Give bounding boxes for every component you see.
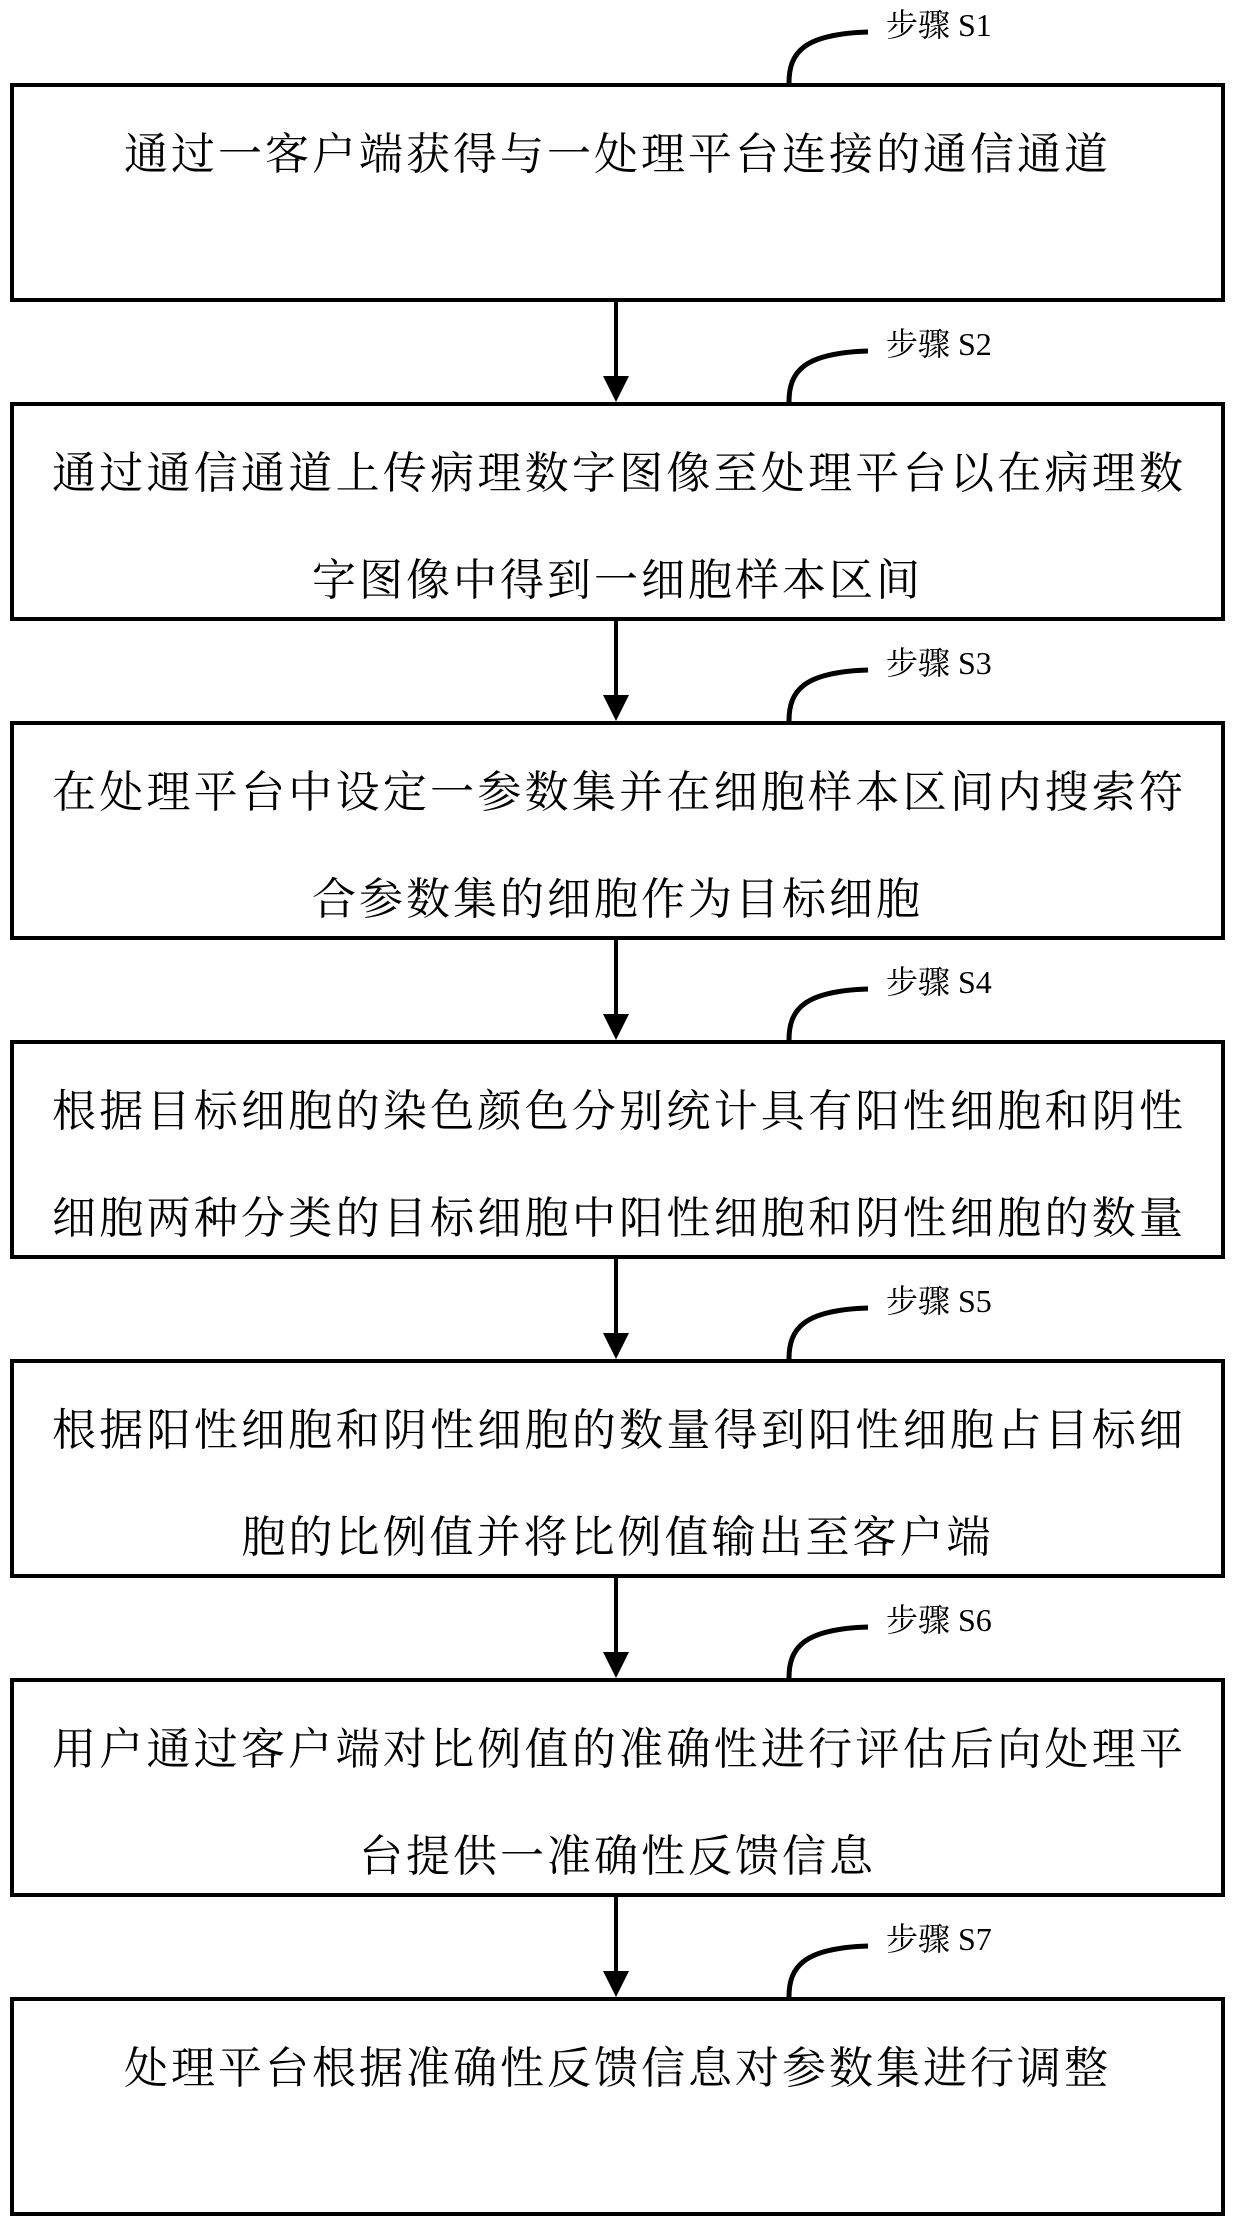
step-box-s6 [10,1678,1225,1897]
down-arrow-icon [603,1897,629,1997]
arrow-shaft [614,940,618,1016]
arrow-head-icon [603,695,629,721]
step-text-line: 根据目标细胞的染色颜色分别统计具有阳性细胞和阴性 [52,1087,1183,1136]
step-text-line: 胞的比例值并将比例值输出至客户端 [241,1513,994,1562]
step-box-text [14,420,1221,634]
step-label-s5: 步骤 S5 [886,1283,992,1319]
step-label-s3: 步骤 S3 [886,645,992,681]
callout-leader-line-icon [786,1941,870,1997]
callout-leader-line-icon [786,1622,870,1678]
step-label-s1: 步骤 S1 [886,7,992,43]
step-text-line: 通过通信通道上传病理数字图像至处理平台以在病理数 [52,449,1183,498]
arrow-head-icon [603,1333,629,1359]
arrow-shaft [614,302,618,378]
callout-leader-line-icon [786,665,870,721]
step-text-line: 台提供一准确性反馈信息 [359,1832,876,1881]
step-text-line: 根据阳性细胞和阴性细胞的数量得到阳性细胞占目标细 [52,1406,1183,1455]
down-arrow-icon [603,1259,629,1359]
down-arrow-icon [603,940,629,1040]
step-text-line: 合参数集的细胞作为目标细胞 [312,875,923,924]
step-text-line: 通过一客户端获得与一处理平台连接的通信通道 [124,130,1111,179]
step-box-text [14,1058,1221,1272]
callout-leader-line-icon [786,984,870,1040]
step-label-s4: 步骤 S4 [886,964,992,1000]
callout-leader-line-icon [786,27,870,83]
down-arrow-icon [603,1578,629,1678]
arrow-head-icon [603,1971,629,1997]
arrow-shaft [614,1897,618,1973]
arrow-shaft [614,1578,618,1654]
step-label-s7: 步骤 S7 [886,1921,992,1957]
arrow-head-icon [603,376,629,402]
callout-leader-line-icon [786,346,870,402]
step-text-line: 细胞两种分类的目标细胞中阳性细胞和阴性细胞的数量 [52,1194,1183,1243]
step-box-text [14,739,1221,953]
step-text-line: 在处理平台中设定一参数集并在细胞样本区间内搜索符 [52,768,1183,817]
step-box-text [14,101,1221,208]
arrow-shaft [614,1259,618,1335]
down-arrow-icon [603,621,629,721]
step-box-s7 [10,1997,1225,2216]
arrow-head-icon [603,1014,629,1040]
step-box-s3 [10,721,1225,940]
step-box-s2 [10,402,1225,621]
arrow-shaft [614,621,618,697]
arrow-head-icon [603,1652,629,1678]
step-text-line: 用户通过客户端对比例值的准确性进行评估后向处理平 [52,1725,1183,1774]
callout-leader-line-icon [786,1303,870,1359]
down-arrow-icon [603,302,629,402]
step-label-s2: 步骤 S2 [886,326,992,362]
step-text-line: 字图像中得到一细胞样本区间 [312,556,923,605]
step-box-text [14,2015,1221,2122]
step-box-s1 [10,83,1225,302]
step-label-s6: 步骤 S6 [886,1602,992,1638]
step-box-text [14,1696,1221,1910]
step-box-s5 [10,1359,1225,1578]
step-box-text [14,1377,1221,1591]
step-box-s4 [10,1040,1225,1259]
step-text-line: 处理平台根据准确性反馈信息对参数集进行调整 [124,2044,1111,2093]
